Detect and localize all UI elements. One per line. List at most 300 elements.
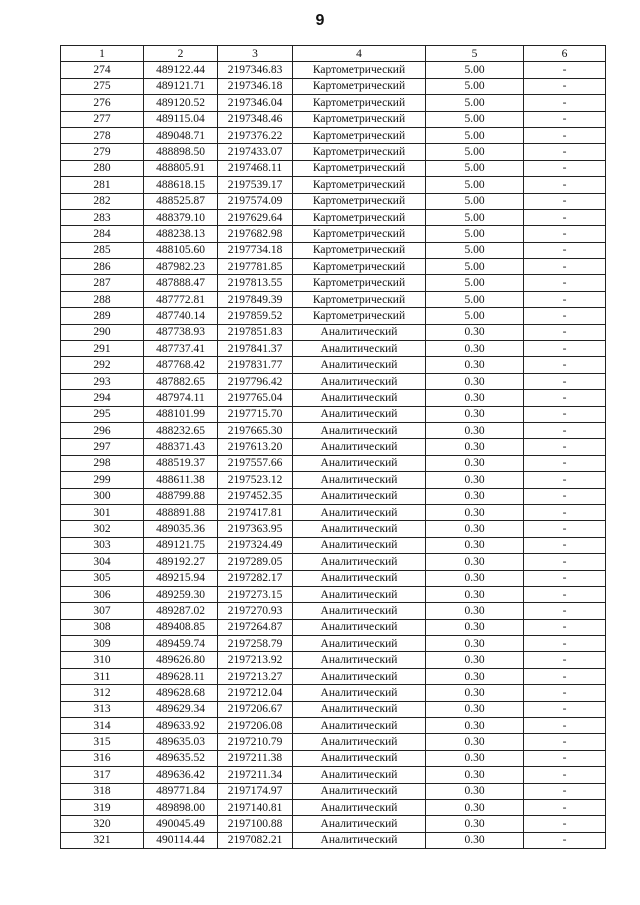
accuracy-cell: 0.30 (426, 652, 524, 668)
y-coordinate-cell: 2197211.34 (218, 767, 293, 783)
method-cell: Картометрический (293, 308, 426, 324)
y-coordinate-cell: 2197346.18 (218, 78, 293, 94)
method-cell: Аналитический (293, 603, 426, 619)
note-cell: - (524, 242, 606, 258)
note-cell: - (524, 816, 606, 832)
note-cell: - (524, 652, 606, 668)
note-cell: - (524, 62, 606, 78)
table-row (61, 209, 606, 225)
note-cell: - (524, 718, 606, 734)
x-coordinate-cell: 489636.42 (144, 767, 218, 783)
note-cell: - (524, 160, 606, 176)
accuracy-cell: 0.30 (426, 799, 524, 815)
y-coordinate-cell: 2197539.17 (218, 177, 293, 193)
y-coordinate-cell: 2197376.22 (218, 127, 293, 143)
note-cell: - (524, 603, 606, 619)
y-coordinate-cell: 2197665.30 (218, 422, 293, 438)
point-number-cell: 283 (61, 209, 144, 225)
note-cell: - (524, 701, 606, 717)
point-number-cell: 306 (61, 586, 144, 602)
y-coordinate-cell: 2197715.70 (218, 406, 293, 422)
point-number-cell: 292 (61, 357, 144, 373)
y-coordinate-cell: 2197433.07 (218, 144, 293, 160)
x-coordinate-cell: 489121.75 (144, 537, 218, 553)
method-cell: Картометрический (293, 62, 426, 78)
point-number-cell: 303 (61, 537, 144, 553)
y-coordinate-cell: 2197174.97 (218, 783, 293, 799)
method-cell: Аналитический (293, 619, 426, 635)
x-coordinate-cell: 489633.92 (144, 718, 218, 734)
table-row (61, 111, 606, 127)
point-number-cell: 300 (61, 488, 144, 504)
method-cell: Картометрический (293, 177, 426, 193)
page-number: 9 (315, 12, 325, 29)
y-coordinate-cell: 2197734.18 (218, 242, 293, 258)
accuracy-cell: 5.00 (426, 160, 524, 176)
accuracy-cell: 0.30 (426, 783, 524, 799)
table-row (61, 767, 606, 783)
point-number-cell: 284 (61, 226, 144, 242)
table-header-row (61, 46, 606, 62)
note-cell: - (524, 373, 606, 389)
point-number-cell: 287 (61, 275, 144, 291)
note-cell: - (524, 308, 606, 324)
accuracy-cell: 5.00 (426, 242, 524, 258)
y-coordinate-cell: 2197557.66 (218, 455, 293, 471)
x-coordinate-cell: 489626.80 (144, 652, 218, 668)
accuracy-cell: 0.30 (426, 373, 524, 389)
method-cell: Картометрический (293, 226, 426, 242)
table-row (61, 668, 606, 684)
y-coordinate-cell: 2197781.85 (218, 259, 293, 275)
x-coordinate-cell: 488232.65 (144, 422, 218, 438)
table-row (61, 783, 606, 799)
method-cell: Картометрический (293, 259, 426, 275)
note-cell: - (524, 324, 606, 340)
point-number-cell: 277 (61, 111, 144, 127)
method-cell: Аналитический (293, 455, 426, 471)
table-row (61, 275, 606, 291)
point-number-cell: 319 (61, 799, 144, 815)
method-cell: Аналитический (293, 685, 426, 701)
table-row (61, 570, 606, 586)
note-cell: - (524, 95, 606, 111)
table-row (61, 373, 606, 389)
accuracy-cell: 0.30 (426, 619, 524, 635)
y-coordinate-cell: 2197363.95 (218, 521, 293, 537)
x-coordinate-cell: 489121.71 (144, 78, 218, 94)
table-row (61, 259, 606, 275)
point-number-cell: 279 (61, 144, 144, 160)
x-coordinate-cell: 488379.10 (144, 209, 218, 225)
note-cell: - (524, 193, 606, 209)
method-cell: Аналитический (293, 324, 426, 340)
method-cell: Аналитический (293, 668, 426, 684)
x-coordinate-cell: 488238.13 (144, 226, 218, 242)
method-cell: Картометрический (293, 160, 426, 176)
y-coordinate-cell: 2197213.92 (218, 652, 293, 668)
note-cell: - (524, 78, 606, 94)
note-cell: - (524, 685, 606, 701)
point-number-cell: 278 (61, 127, 144, 143)
note-cell: - (524, 504, 606, 520)
y-coordinate-cell: 2197346.04 (218, 95, 293, 111)
table-row (61, 832, 606, 848)
point-number-cell: 304 (61, 554, 144, 570)
accuracy-cell: 5.00 (426, 177, 524, 193)
note-cell: - (524, 488, 606, 504)
y-coordinate-cell: 2197082.21 (218, 832, 293, 848)
y-coordinate-cell: 2197211.38 (218, 750, 293, 766)
point-number-cell: 285 (61, 242, 144, 258)
accuracy-cell: 0.30 (426, 570, 524, 586)
method-cell: Аналитический (293, 488, 426, 504)
table-row (61, 390, 606, 406)
x-coordinate-cell: 489048.71 (144, 127, 218, 143)
note-cell: - (524, 750, 606, 766)
note-cell: - (524, 144, 606, 160)
method-cell: Аналитический (293, 701, 426, 717)
x-coordinate-cell: 489122.44 (144, 62, 218, 78)
table-row (61, 422, 606, 438)
point-number-cell: 307 (61, 603, 144, 619)
column-header: 3 (218, 46, 293, 62)
x-coordinate-cell: 490114.44 (144, 832, 218, 848)
y-coordinate-cell: 2197210.79 (218, 734, 293, 750)
accuracy-cell: 0.30 (426, 767, 524, 783)
table-row (61, 816, 606, 832)
x-coordinate-cell: 489628.68 (144, 685, 218, 701)
y-coordinate-cell: 2197289.05 (218, 554, 293, 570)
point-number-cell: 310 (61, 652, 144, 668)
column-header: 2 (144, 46, 218, 62)
table-row (61, 95, 606, 111)
note-cell: - (524, 472, 606, 488)
accuracy-cell: 0.30 (426, 439, 524, 455)
column-header: 1 (61, 46, 144, 62)
x-coordinate-cell: 488898.50 (144, 144, 218, 160)
point-number-cell: 294 (61, 390, 144, 406)
x-coordinate-cell: 490045.49 (144, 816, 218, 832)
method-cell: Картометрический (293, 242, 426, 258)
table-row (61, 127, 606, 143)
table-row (61, 406, 606, 422)
y-coordinate-cell: 2197682.98 (218, 226, 293, 242)
table-row (61, 193, 606, 209)
method-cell: Аналитический (293, 734, 426, 750)
point-number-cell: 286 (61, 259, 144, 275)
y-coordinate-cell: 2197282.17 (218, 570, 293, 586)
method-cell: Аналитический (293, 816, 426, 832)
point-number-cell: 314 (61, 718, 144, 734)
accuracy-cell: 5.00 (426, 95, 524, 111)
accuracy-cell: 0.30 (426, 422, 524, 438)
x-coordinate-cell: 488618.15 (144, 177, 218, 193)
method-cell: Аналитический (293, 783, 426, 799)
y-coordinate-cell: 2197273.15 (218, 586, 293, 602)
y-coordinate-cell: 2197100.88 (218, 816, 293, 832)
note-cell: - (524, 275, 606, 291)
table-row (61, 586, 606, 602)
method-cell: Аналитический (293, 554, 426, 570)
y-coordinate-cell: 2197206.08 (218, 718, 293, 734)
accuracy-cell: 0.30 (426, 406, 524, 422)
x-coordinate-cell: 488519.37 (144, 455, 218, 471)
point-number-cell: 276 (61, 95, 144, 111)
column-header: 6 (524, 46, 606, 62)
table-row (61, 439, 606, 455)
table-row (61, 226, 606, 242)
table-row (61, 701, 606, 717)
accuracy-cell: 0.30 (426, 390, 524, 406)
x-coordinate-cell: 487888.47 (144, 275, 218, 291)
method-cell: Картометрический (293, 275, 426, 291)
point-number-cell: 298 (61, 455, 144, 471)
point-number-cell: 301 (61, 504, 144, 520)
method-cell: Картометрический (293, 144, 426, 160)
point-number-cell: 305 (61, 570, 144, 586)
note-cell: - (524, 734, 606, 750)
y-coordinate-cell: 2197348.46 (218, 111, 293, 127)
method-cell: Аналитический (293, 373, 426, 389)
accuracy-cell: 5.00 (426, 78, 524, 94)
method-cell: Аналитический (293, 341, 426, 357)
note-cell: - (524, 390, 606, 406)
y-coordinate-cell: 2197324.49 (218, 537, 293, 553)
note-cell: - (524, 177, 606, 193)
method-cell: Аналитический (293, 521, 426, 537)
table-row (61, 242, 606, 258)
y-coordinate-cell: 2197270.93 (218, 603, 293, 619)
point-number-cell: 280 (61, 160, 144, 176)
accuracy-cell: 0.30 (426, 685, 524, 701)
method-cell: Аналитический (293, 357, 426, 373)
y-coordinate-cell: 2197813.55 (218, 275, 293, 291)
note-cell: - (524, 832, 606, 848)
point-number-cell: 316 (61, 750, 144, 766)
accuracy-cell: 0.30 (426, 603, 524, 619)
y-coordinate-cell: 2197851.83 (218, 324, 293, 340)
x-coordinate-cell: 489408.85 (144, 619, 218, 635)
x-coordinate-cell: 489635.03 (144, 734, 218, 750)
table-row (61, 62, 606, 78)
accuracy-cell: 0.30 (426, 324, 524, 340)
x-coordinate-cell: 488101.99 (144, 406, 218, 422)
note-cell: - (524, 406, 606, 422)
method-cell: Аналитический (293, 750, 426, 766)
accuracy-cell: 5.00 (426, 111, 524, 127)
x-coordinate-cell: 489459.74 (144, 636, 218, 652)
accuracy-cell: 0.30 (426, 455, 524, 471)
point-number-cell: 296 (61, 422, 144, 438)
x-coordinate-cell: 488525.87 (144, 193, 218, 209)
y-coordinate-cell: 2197831.77 (218, 357, 293, 373)
table-row (61, 177, 606, 193)
note-cell: - (524, 111, 606, 127)
method-cell: Аналитический (293, 406, 426, 422)
method-cell: Аналитический (293, 767, 426, 783)
accuracy-cell: 0.30 (426, 472, 524, 488)
note-cell: - (524, 799, 606, 815)
y-coordinate-cell: 2197859.52 (218, 308, 293, 324)
method-cell: Аналитический (293, 586, 426, 602)
y-coordinate-cell: 2197213.27 (218, 668, 293, 684)
table-row (61, 734, 606, 750)
point-number-cell: 317 (61, 767, 144, 783)
table-row (61, 504, 606, 520)
note-cell: - (524, 226, 606, 242)
method-cell: Картометрический (293, 291, 426, 307)
accuracy-cell: 0.30 (426, 636, 524, 652)
note-cell: - (524, 521, 606, 537)
method-cell: Аналитический (293, 537, 426, 553)
accuracy-cell: 5.00 (426, 226, 524, 242)
table-row (61, 291, 606, 307)
y-coordinate-cell: 2197841.37 (218, 341, 293, 357)
note-cell: - (524, 554, 606, 570)
table-row (61, 144, 606, 160)
accuracy-cell: 0.30 (426, 816, 524, 832)
point-number-cell: 311 (61, 668, 144, 684)
method-cell: Картометрический (293, 193, 426, 209)
accuracy-cell: 0.30 (426, 357, 524, 373)
y-coordinate-cell: 2197523.12 (218, 472, 293, 488)
note-cell: - (524, 422, 606, 438)
method-cell: Аналитический (293, 652, 426, 668)
accuracy-cell: 5.00 (426, 127, 524, 143)
method-cell: Аналитический (293, 832, 426, 848)
note-cell: - (524, 209, 606, 225)
accuracy-cell: 5.00 (426, 275, 524, 291)
y-coordinate-cell: 2197140.81 (218, 799, 293, 815)
y-coordinate-cell: 2197212.04 (218, 685, 293, 701)
x-coordinate-cell: 487740.14 (144, 308, 218, 324)
table-row (61, 341, 606, 357)
note-cell: - (524, 668, 606, 684)
table-row (61, 455, 606, 471)
x-coordinate-cell: 489898.00 (144, 799, 218, 815)
table-row (61, 357, 606, 373)
table-row (61, 619, 606, 635)
y-coordinate-cell: 2197417.81 (218, 504, 293, 520)
y-coordinate-cell: 2197468.11 (218, 160, 293, 176)
x-coordinate-cell: 487982.23 (144, 259, 218, 275)
accuracy-cell: 5.00 (426, 193, 524, 209)
x-coordinate-cell: 489287.02 (144, 603, 218, 619)
x-coordinate-cell: 488611.38 (144, 472, 218, 488)
note-cell: - (524, 357, 606, 373)
note-cell: - (524, 127, 606, 143)
point-number-cell: 281 (61, 177, 144, 193)
method-cell: Аналитический (293, 718, 426, 734)
table-row (61, 488, 606, 504)
point-number-cell: 315 (61, 734, 144, 750)
method-cell: Картометрический (293, 95, 426, 111)
table-row (61, 324, 606, 340)
table-row (61, 472, 606, 488)
column-header: 5 (426, 46, 524, 62)
point-number-cell: 295 (61, 406, 144, 422)
point-number-cell: 274 (61, 62, 144, 78)
x-coordinate-cell: 487768.42 (144, 357, 218, 373)
accuracy-cell: 5.00 (426, 209, 524, 225)
accuracy-cell: 0.30 (426, 718, 524, 734)
x-coordinate-cell: 489115.04 (144, 111, 218, 127)
method-cell: Аналитический (293, 390, 426, 406)
point-number-cell: 309 (61, 636, 144, 652)
note-cell: - (524, 636, 606, 652)
table-row (61, 799, 606, 815)
note-cell: - (524, 259, 606, 275)
point-number-cell: 297 (61, 439, 144, 455)
x-coordinate-cell: 488799.88 (144, 488, 218, 504)
method-cell: Аналитический (293, 636, 426, 652)
x-coordinate-cell: 488891.88 (144, 504, 218, 520)
x-coordinate-cell: 489629.34 (144, 701, 218, 717)
point-number-cell: 275 (61, 78, 144, 94)
method-cell: Аналитический (293, 439, 426, 455)
accuracy-cell: 5.00 (426, 308, 524, 324)
note-cell: - (524, 291, 606, 307)
accuracy-cell: 0.30 (426, 341, 524, 357)
method-cell: Картометрический (293, 127, 426, 143)
note-cell: - (524, 783, 606, 799)
y-coordinate-cell: 2197264.87 (218, 619, 293, 635)
method-cell: Аналитический (293, 472, 426, 488)
accuracy-cell: 0.30 (426, 734, 524, 750)
table-row (61, 718, 606, 734)
accuracy-cell: 0.30 (426, 832, 524, 848)
x-coordinate-cell: 489215.94 (144, 570, 218, 586)
y-coordinate-cell: 2197346.83 (218, 62, 293, 78)
table-row (61, 652, 606, 668)
point-number-cell: 312 (61, 685, 144, 701)
point-number-cell: 289 (61, 308, 144, 324)
note-cell: - (524, 341, 606, 357)
y-coordinate-cell: 2197574.09 (218, 193, 293, 209)
point-number-cell: 321 (61, 832, 144, 848)
table-row (61, 537, 606, 553)
table-row (61, 521, 606, 537)
method-cell: Аналитический (293, 422, 426, 438)
note-cell: - (524, 570, 606, 586)
x-coordinate-cell: 489771.84 (144, 783, 218, 799)
point-number-cell: 320 (61, 816, 144, 832)
table-row (61, 750, 606, 766)
point-number-cell: 299 (61, 472, 144, 488)
x-coordinate-cell: 488805.91 (144, 160, 218, 176)
method-cell: Картометрический (293, 111, 426, 127)
method-cell: Аналитический (293, 570, 426, 586)
accuracy-cell: 5.00 (426, 259, 524, 275)
x-coordinate-cell: 489192.27 (144, 554, 218, 570)
accuracy-cell: 0.30 (426, 668, 524, 684)
x-coordinate-cell: 487737.41 (144, 341, 218, 357)
table-row (61, 603, 606, 619)
x-coordinate-cell: 487974.11 (144, 390, 218, 406)
table-row (61, 308, 606, 324)
method-cell: Картометрический (293, 209, 426, 225)
point-number-cell: 291 (61, 341, 144, 357)
x-coordinate-cell: 489035.36 (144, 521, 218, 537)
point-number-cell: 302 (61, 521, 144, 537)
accuracy-cell: 0.30 (426, 521, 524, 537)
accuracy-cell: 0.30 (426, 504, 524, 520)
x-coordinate-cell: 487882.65 (144, 373, 218, 389)
note-cell: - (524, 537, 606, 553)
method-cell: Аналитический (293, 799, 426, 815)
y-coordinate-cell: 2197796.42 (218, 373, 293, 389)
